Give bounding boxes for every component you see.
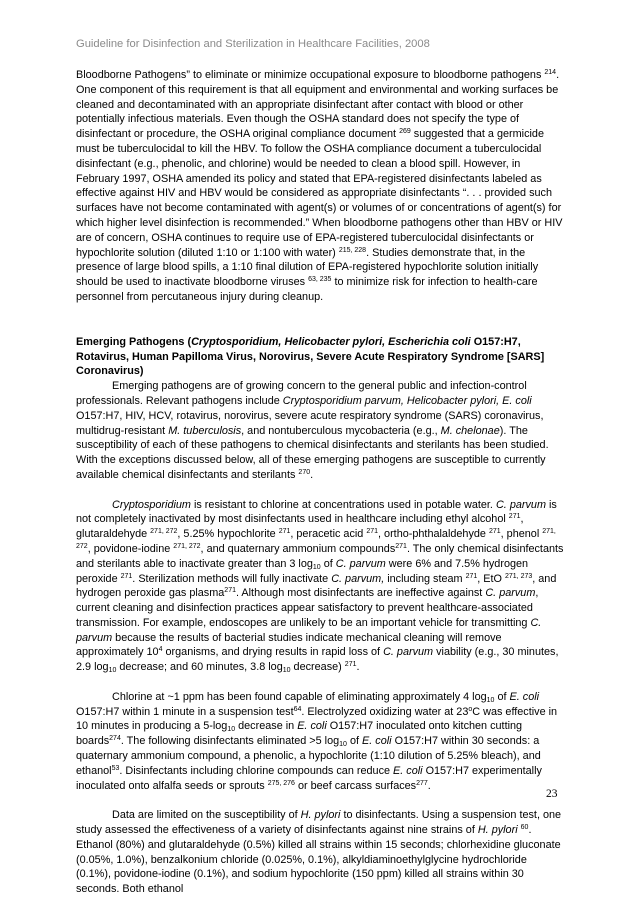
citation: 269 (399, 128, 411, 136)
page-number: 23 (546, 788, 558, 800)
citation: 271 (120, 572, 133, 580)
degree-mark: o (468, 705, 473, 713)
paragraph-emerging-pathogens: Emerging pathogens are of growing concern to the general public and infection-control professionals. Relevant pathogens include Cryptosporidium parvum, Helicobacter pylori, E. coli O157:H7, HIV, HCV, rotavirus, norovirus, severe acute respiratory syndrome (SARS) coronavirus, multidrug-resistant M. tuberculosis, and nontuberculous mycobacteria (e.g., M. chelonae). The susceptibility of each of these pathogens to chemical disinfectants and sterilants has been studied. With the exceptions discussed below, all of these emerging pathogens are susceptible to currently available chemical disinfectants and sterilants $^{270}$. (76, 380, 549, 481)
citation: 271, 272 (150, 528, 178, 536)
subscript: 10 (486, 696, 495, 704)
citation: 271, 272 (76, 528, 556, 550)
subscript: 10 (282, 667, 291, 675)
subscript: 10 (312, 563, 321, 571)
citation: 271 (278, 528, 291, 536)
section-spacer (76, 305, 564, 335)
paragraph-spacer (76, 793, 564, 808)
citation: 271 (224, 587, 236, 595)
paragraph-spacer (76, 675, 564, 690)
subscript: 10 (339, 741, 347, 749)
paragraph-e-coli: Chlorine at ~1 ppm has been found capable of eliminating approximately 4 $\log_{10}$ of E. coli O157:H7 within 1 minute in a suspension test$^{64}$. Electrolyzed oxidizing water at 23$^o$C was effective in 10 minutes in producing a $5-\log_{10}$ decrease in E. coli O157:H7 inoculated onto kitchen cutting boards$^{274}$. The following disinfectants eliminated >5 $\log_{10}$ of E. coli O157:H7 within 30 seconds: a quaternary ammonium compound, a phenolic, a hypochlorite (1:10 dilution of 5.25% bleach), and ethanol$^{53}$. Disinfectants including chlorine compounds can reduce E. coli O157:H7 experimentally inoculated onto alfalfa seeds or sprouts $^{275, 276}$ or beef carcass surfaces$^{277}$. (76, 690, 558, 792)
citation: 271, 273 (505, 572, 533, 580)
citation: 64 (293, 705, 302, 713)
paragraph-spacer (76, 483, 564, 498)
citation: 271 (366, 528, 379, 536)
body-text (76, 68, 564, 897)
citation: 274 (109, 735, 121, 743)
citation: 53 (111, 764, 120, 772)
subscript: 10 (108, 667, 117, 675)
citation: 215, 228 (338, 246, 367, 254)
citation: 270 (298, 468, 311, 476)
citation: 271, 272 (173, 542, 201, 550)
citation: 271 (508, 513, 521, 521)
citation: 277 (416, 779, 428, 787)
citation: 271 (465, 572, 478, 580)
paragraph-cryptosporidium: Cryptosporidium is resistant to chlorine at concentrations used in potable water. C. parvum is not completely inactivated by most disinfectants used in healthcare including ethyl alcohol $^{271}$, glutaraldehyde $^{271, 272}$, 5.25% hypochlorite $^{271}$, peracetic acid $^{271}$, ortho-phthalaldehyde $^{271}$, phenol $^{271, 272}$, povidone-iodine $^{271, 272}$, and quaternary ammonium compounds$^{271}$. The only chemical disinfectants and sterilants able to inactivate greater than 3 $\log_{10}$ of C. parvum were 6% and 7.5% hydrogen peroxide $^{271}$. Sterilization methods will fully inactivate C. parvum, including steam $^{271}$, EtO $^{271, 273}$, and hydrogen peroxide gas plasma$^{271}$. Although most disinfectants are ineffective against C. parvum, current cleaning and disinfection practices appear satisfactory to prevent healthcare-associated transmission. For example, endoscopes are unlikely to be an important vehicle for transmitting C. parvum because the results of bacterial studies indicate mechanical cleaning will remove approximately $10^4$ organisms, and drying results in rapid loss of C. parvum viability (e.g., 30 minutes, 2.9 $\log_{10}$ decrease; and 60 minutes, 3.8 $\log_{10}$ decrease) $^{271}$. (76, 498, 564, 675)
running-header: Guideline for Disinfection and Sterilization in Healthcare Facilities, 2008 (76, 38, 430, 50)
citation: 214 (544, 69, 557, 76)
citation: 275, 276 (267, 779, 295, 787)
citation: 271 (395, 542, 407, 550)
citation: 271 (344, 661, 357, 669)
section-heading: Emerging Pathogens (Cryptosporidium, Helicobacter pylori, Escherichia coli O157:H7, Rotavirus, Human Papilloma Virus, Norovirus, Severe Acute Respiratory Syndrome [SARS] Coronavirus) (76, 335, 545, 378)
citation: 60 (520, 824, 529, 832)
paragraph-osha-bloodborne: Bloodborne Pathogens” to eliminate or minimize occupational exposure to bloodborne pathogens $^{214}$. One component of this requirement is that all equipment and environmental and working surfaces be cleaned and decontaminated with an appropriate disinfectant after contact with blood or other potentially infectious materials. Even though the OSHA standard does not specify the type of disinfectant or procedure, the OSHA original compliance document $^{269}$ suggested that a germicide must be tuberculocidal to kill the HBV. To follow the OSHA compliance document a tuberculocidal disinfectant (e.g., phenolic, and chlorine) would be needed to clean a blood spill. However, in February 1997, OSHA amended its policy and stated that EPA-registered disinfectants labeled as effective against HIV and HBV would be considered as appropriate disinfectants “. . . provided such surfaces have not become contaminated with agent(s) or volumes of or concentrations of agent(s) for which higher level disinfection is recommended.” When bloodborne pathogens other than HBV or HIV are of concern, OSHA continues to require use of EPA-registered tuberculocidal disinfectants or hypochlorite solution (diluted 1:10 or 1:100 with water) $^{215, 228}$. Studies demonstrate that, in the presence of large blood spills, a 1:10 final dilution of EPA-registered hypochlorite solution initially should be used to inactivate bloodborne viruses $^{63, 235}$ to minimize risk for infection to health-care personnel from percutaneous injury during cleanup. (76, 69, 563, 303)
paragraph-h-pylori: Data are limited on the susceptibility of H. pylori to disinfectants. Using a suspension test, one study assessed the effectiveness of a variety of disinfectants against nine strains of H. pylori $^{60}$. Ethanol (80%) and glutaraldehyde (0.5%) killed all strains within 15 seconds; chlorhexidine gluconate (0.05%, 1.0%), benzalkonium chloride (0.025%, 0.1%), alkyldiaminoethylglycine hydrochloride (0.1%), povidone-iodine (0.1%), and sodium hypochlorite (150 ppm) killed all strains within 30 seconds. Both ethanol (76, 809, 562, 896)
citation: 271 (488, 528, 501, 536)
superscript: 4 (158, 646, 163, 654)
citation: 63, 235 (308, 276, 332, 284)
subscript: 10 (227, 726, 236, 734)
